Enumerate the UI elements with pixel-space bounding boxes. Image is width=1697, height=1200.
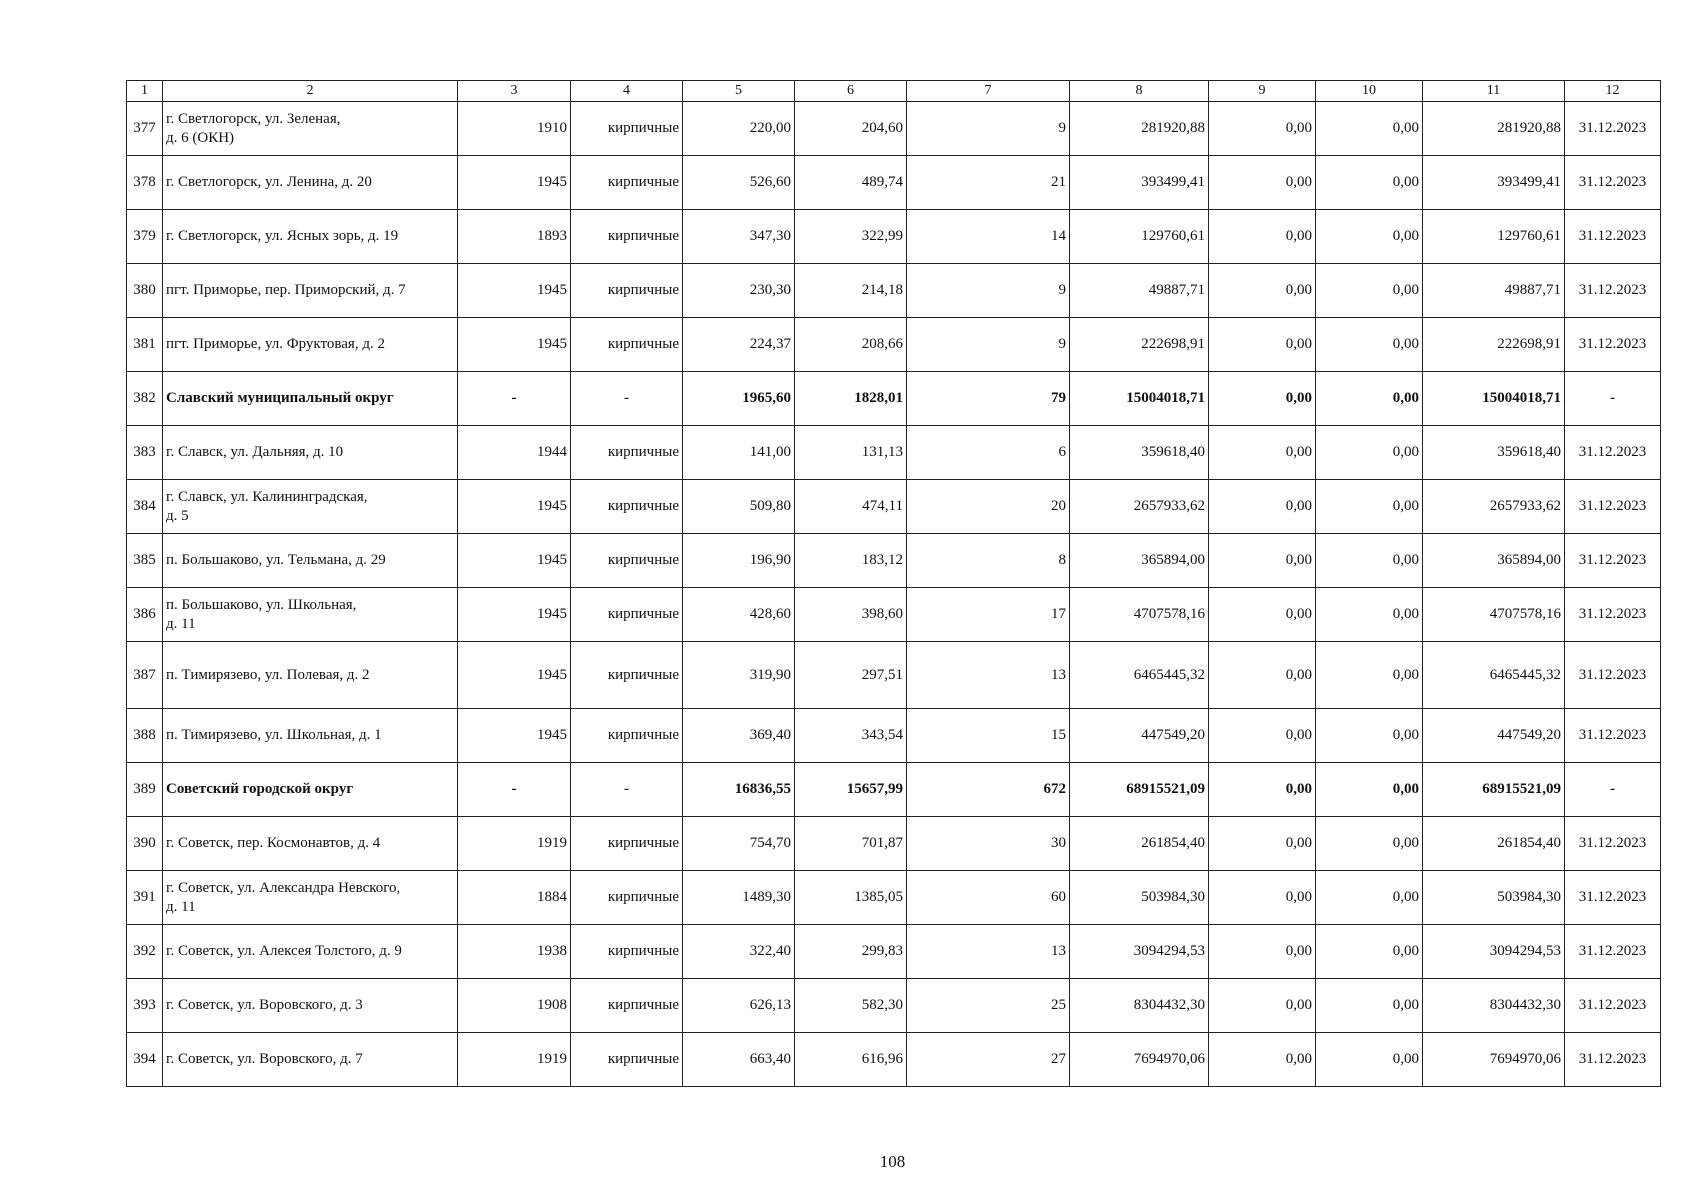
- row-number: 394: [127, 1033, 163, 1087]
- col9-cell: 0,00: [1209, 102, 1316, 156]
- address-cell: [163, 372, 458, 426]
- date-cell: 31.12.2023: [1565, 642, 1661, 709]
- row-number: 386: [127, 588, 163, 642]
- address-line: п. Тимирязево, ул. Полевая, д. 2: [166, 666, 370, 683]
- address-line: г. Советск, ул. Алексея Толстого, д. 9: [166, 943, 402, 959]
- column-header: 3: [458, 81, 571, 102]
- col10-cell: 0,00: [1316, 102, 1423, 156]
- col9-cell: 0,00: [1209, 480, 1316, 534]
- col5-cell: 663,40: [683, 1033, 795, 1087]
- col9-cell: 0,00: [1209, 318, 1316, 372]
- address-cell: [163, 925, 458, 979]
- col5-cell: 319,90: [683, 642, 795, 709]
- col8-cell: 222698,91: [1070, 318, 1209, 372]
- material-cell: кирпичные: [571, 156, 683, 210]
- column-header: 1: [127, 81, 163, 102]
- col11-cell: 68915521,09: [1423, 763, 1565, 817]
- col10-cell: 0,00: [1316, 642, 1423, 709]
- column-header: 11: [1423, 81, 1565, 102]
- column-header: 10: [1316, 81, 1423, 102]
- col6-cell: 297,51: [795, 642, 907, 709]
- address-cell: [163, 709, 458, 763]
- col7-cell: 15: [907, 709, 1070, 763]
- address-cell: [163, 534, 458, 588]
- col10-cell: 0,00: [1316, 156, 1423, 210]
- col11-cell: 365894,00: [1423, 534, 1565, 588]
- col6-cell: 343,54: [795, 709, 907, 763]
- row-number: 392: [127, 925, 163, 979]
- col6-cell: 616,96: [795, 1033, 907, 1087]
- col6-cell: 582,30: [795, 979, 907, 1033]
- col8-cell: 8304432,30: [1070, 979, 1209, 1033]
- row-number: 388: [127, 709, 163, 763]
- address-line: пгт. Приморье, пер. Приморский, д. 7: [166, 282, 406, 298]
- date-cell: 31.12.2023: [1565, 871, 1661, 925]
- address-line: п. Тимирязево, ул. Школьная, д. 1: [166, 727, 382, 743]
- col5-cell: 220,00: [683, 102, 795, 156]
- col8-cell: 281920,88: [1070, 102, 1209, 156]
- col5-cell: 1489,30: [683, 871, 795, 925]
- address-cell: [163, 642, 458, 709]
- col6-cell: 1828,01: [795, 372, 907, 426]
- col5-cell: 1965,60: [683, 372, 795, 426]
- col9-cell: 0,00: [1209, 709, 1316, 763]
- col6-cell: 214,18: [795, 264, 907, 318]
- col6-cell: 701,87: [795, 817, 907, 871]
- col9-cell: 0,00: [1209, 642, 1316, 709]
- address-line: г. Советск, ул. Воровского, д. 7: [166, 1051, 363, 1067]
- row-number: 383: [127, 426, 163, 480]
- col6-cell: 322,99: [795, 210, 907, 264]
- year-cell: 1908: [458, 979, 571, 1033]
- col7-cell: 27: [907, 1033, 1070, 1087]
- address-cell: [163, 588, 458, 642]
- col5-cell: 230,30: [683, 264, 795, 318]
- row-number: 385: [127, 534, 163, 588]
- address-line: д. 5: [166, 507, 189, 524]
- col10-cell: 0,00: [1316, 763, 1423, 817]
- col9-cell: 0,00: [1209, 426, 1316, 480]
- col11-cell: 393499,41: [1423, 156, 1565, 210]
- table-row: [127, 102, 1661, 156]
- col10-cell: 0,00: [1316, 588, 1423, 642]
- year-cell: -: [458, 372, 571, 426]
- address-cell: [163, 979, 458, 1033]
- table-row: [127, 817, 1661, 871]
- col8-cell: 15004018,71: [1070, 372, 1209, 426]
- date-cell: 31.12.2023: [1565, 480, 1661, 534]
- col9-cell: 0,00: [1209, 372, 1316, 426]
- column-header: 2: [163, 81, 458, 102]
- col8-cell: 393499,41: [1070, 156, 1209, 210]
- col6-cell: 183,12: [795, 534, 907, 588]
- material-cell: кирпичные: [571, 210, 683, 264]
- col5-cell: 509,80: [683, 480, 795, 534]
- year-cell: 1945: [458, 588, 571, 642]
- address-line: г. Советск, пер. Космонавтов, д. 4: [166, 835, 381, 851]
- row-number: 393: [127, 979, 163, 1033]
- col7-cell: 9: [907, 318, 1070, 372]
- date-cell: 31.12.2023: [1565, 264, 1661, 318]
- row-number: 379: [127, 210, 163, 264]
- col5-cell: 196,90: [683, 534, 795, 588]
- material-cell: кирпичные: [571, 709, 683, 763]
- col10-cell: 0,00: [1316, 372, 1423, 426]
- col8-cell: 6465445,32: [1070, 642, 1209, 709]
- material-cell: кирпичные: [571, 642, 683, 709]
- col8-cell: 261854,40: [1070, 817, 1209, 871]
- col5-cell: 224,37: [683, 318, 795, 372]
- col6-cell: 208,66: [795, 318, 907, 372]
- col9-cell: 0,00: [1209, 210, 1316, 264]
- col7-cell: 13: [907, 925, 1070, 979]
- col5-cell: 754,70: [683, 817, 795, 871]
- row-number: 391: [127, 871, 163, 925]
- col9-cell: 0,00: [1209, 588, 1316, 642]
- address-cell: [163, 264, 458, 318]
- col10-cell: 0,00: [1316, 534, 1423, 588]
- housing-register-table: [126, 80, 1661, 1087]
- col9-cell: 0,00: [1209, 534, 1316, 588]
- address-cell: [163, 426, 458, 480]
- date-cell: 31.12.2023: [1565, 1033, 1661, 1087]
- column-header: 4: [571, 81, 683, 102]
- col9-cell: 0,00: [1209, 871, 1316, 925]
- table-row: [127, 709, 1661, 763]
- row-number: 384: [127, 480, 163, 534]
- address-line: п. Большаково, ул. Школьная,: [166, 596, 357, 613]
- col10-cell: 0,00: [1316, 979, 1423, 1033]
- col11-cell: 261854,40: [1423, 817, 1565, 871]
- col9-cell: 0,00: [1209, 1033, 1316, 1087]
- page-number: 108: [879, 1152, 906, 1171]
- col5-cell: 369,40: [683, 709, 795, 763]
- table-row: [127, 480, 1661, 534]
- address-line: пгт. Приморье, ул. Фруктовая, д. 2: [166, 336, 385, 352]
- year-cell: 1945: [458, 534, 571, 588]
- year-cell: 1945: [458, 642, 571, 709]
- col11-cell: 503984,30: [1423, 871, 1565, 925]
- column-header-row: [127, 81, 1661, 102]
- col6-cell: 474,11: [795, 480, 907, 534]
- address-cell: [163, 480, 458, 534]
- material-cell: кирпичные: [571, 925, 683, 979]
- col11-cell: 222698,91: [1423, 318, 1565, 372]
- row-number: 387: [127, 642, 163, 709]
- table-row: [127, 426, 1661, 480]
- year-cell: 1945: [458, 264, 571, 318]
- year-cell: 1945: [458, 480, 571, 534]
- col8-cell: 447549,20: [1070, 709, 1209, 763]
- year-cell: 1884: [458, 871, 571, 925]
- year-cell: 1944: [458, 426, 571, 480]
- row-number: 377: [127, 102, 163, 156]
- col7-cell: 672: [907, 763, 1070, 817]
- table-row-subtotal: [127, 372, 1661, 426]
- date-cell: -: [1565, 372, 1661, 426]
- date-cell: 31.12.2023: [1565, 426, 1661, 480]
- table-row: [127, 979, 1661, 1033]
- material-cell: -: [571, 763, 683, 817]
- col7-cell: 30: [907, 817, 1070, 871]
- address-line: Славский муниципальный округ: [166, 390, 394, 406]
- col11-cell: 7694970,06: [1423, 1033, 1565, 1087]
- address-cell: [163, 1033, 458, 1087]
- col10-cell: 0,00: [1316, 871, 1423, 925]
- col7-cell: 9: [907, 102, 1070, 156]
- address-line: г. Светлогорск, ул. Зеленая,: [166, 110, 341, 127]
- col5-cell: 322,40: [683, 925, 795, 979]
- col8-cell: 3094294,53: [1070, 925, 1209, 979]
- col10-cell: 0,00: [1316, 709, 1423, 763]
- date-cell: 31.12.2023: [1565, 156, 1661, 210]
- col5-cell: 428,60: [683, 588, 795, 642]
- col7-cell: 60: [907, 871, 1070, 925]
- material-cell: кирпичные: [571, 979, 683, 1033]
- column-header: 7: [907, 81, 1070, 102]
- col8-cell: 503984,30: [1070, 871, 1209, 925]
- col11-cell: 2657933,62: [1423, 480, 1565, 534]
- year-cell: 1945: [458, 318, 571, 372]
- row-number: 380: [127, 264, 163, 318]
- material-cell: кирпичные: [571, 264, 683, 318]
- col7-cell: 25: [907, 979, 1070, 1033]
- col7-cell: 13: [907, 642, 1070, 709]
- column-header: 5: [683, 81, 795, 102]
- table-row: [127, 534, 1661, 588]
- col11-cell: 129760,61: [1423, 210, 1565, 264]
- date-cell: 31.12.2023: [1565, 210, 1661, 264]
- material-cell: кирпичные: [571, 318, 683, 372]
- table-row: [127, 871, 1661, 925]
- table-row: [127, 318, 1661, 372]
- col5-cell: 141,00: [683, 426, 795, 480]
- col11-cell: 3094294,53: [1423, 925, 1565, 979]
- col11-cell: 447549,20: [1423, 709, 1565, 763]
- column-header: 12: [1565, 81, 1661, 102]
- col7-cell: 8: [907, 534, 1070, 588]
- column-header: 9: [1209, 81, 1316, 102]
- table-row: [127, 264, 1661, 318]
- date-cell: 31.12.2023: [1565, 102, 1661, 156]
- col6-cell: 1385,05: [795, 871, 907, 925]
- col6-cell: 204,60: [795, 102, 907, 156]
- row-number: 378: [127, 156, 163, 210]
- table-row: [127, 925, 1661, 979]
- col5-cell: 526,60: [683, 156, 795, 210]
- col10-cell: 0,00: [1316, 426, 1423, 480]
- year-cell: 1945: [458, 156, 571, 210]
- year-cell: 1910: [458, 102, 571, 156]
- address-cell: [163, 210, 458, 264]
- address-cell: [163, 102, 458, 156]
- material-cell: кирпичные: [571, 102, 683, 156]
- col10-cell: 0,00: [1316, 264, 1423, 318]
- year-cell: 1893: [458, 210, 571, 264]
- year-cell: 1919: [458, 817, 571, 871]
- col10-cell: 0,00: [1316, 480, 1423, 534]
- col11-cell: 359618,40: [1423, 426, 1565, 480]
- table-row: [127, 1033, 1661, 1087]
- col5-cell: 16836,55: [683, 763, 795, 817]
- date-cell: 31.12.2023: [1565, 817, 1661, 871]
- date-cell: 31.12.2023: [1565, 534, 1661, 588]
- address-line: г. Советск, ул. Воровского, д. 3: [166, 997, 363, 1013]
- address-line: г. Светлогорск, ул. Ясных зорь, д. 19: [166, 228, 399, 244]
- row-number: 390: [127, 817, 163, 871]
- material-cell: кирпичные: [571, 534, 683, 588]
- col8-cell: 359618,40: [1070, 426, 1209, 480]
- col11-cell: 4707578,16: [1423, 588, 1565, 642]
- row-number: 381: [127, 318, 163, 372]
- address-cell: [163, 763, 458, 817]
- date-cell: 31.12.2023: [1565, 979, 1661, 1033]
- table-row: [127, 210, 1661, 264]
- col5-cell: 347,30: [683, 210, 795, 264]
- col8-cell: 49887,71: [1070, 264, 1209, 318]
- col8-cell: 2657933,62: [1070, 480, 1209, 534]
- material-cell: кирпичные: [571, 1033, 683, 1087]
- col9-cell: 0,00: [1209, 763, 1316, 817]
- address-cell: [163, 871, 458, 925]
- col9-cell: 0,00: [1209, 979, 1316, 1033]
- col8-cell: 365894,00: [1070, 534, 1209, 588]
- col8-cell: 7694970,06: [1070, 1033, 1209, 1087]
- material-cell: кирпичные: [571, 426, 683, 480]
- col9-cell: 0,00: [1209, 156, 1316, 210]
- material-cell: кирпичные: [571, 871, 683, 925]
- col7-cell: 14: [907, 210, 1070, 264]
- column-header: 8: [1070, 81, 1209, 102]
- col11-cell: 49887,71: [1423, 264, 1565, 318]
- col11-cell: 15004018,71: [1423, 372, 1565, 426]
- address-line: д. 11: [166, 898, 196, 915]
- material-cell: кирпичные: [571, 817, 683, 871]
- address-cell: [163, 318, 458, 372]
- col7-cell: 20: [907, 480, 1070, 534]
- col6-cell: 15657,99: [795, 763, 907, 817]
- address-line: г. Светлогорск, ул. Ленина, д. 20: [166, 174, 372, 190]
- col9-cell: 0,00: [1209, 817, 1316, 871]
- col6-cell: 131,13: [795, 426, 907, 480]
- address-line: Советский городской округ: [166, 781, 354, 797]
- col10-cell: 0,00: [1316, 817, 1423, 871]
- column-header: 6: [795, 81, 907, 102]
- address-cell: [163, 156, 458, 210]
- year-cell: 1919: [458, 1033, 571, 1087]
- table-row: [127, 156, 1661, 210]
- address-line: п. Большаково, ул. Тельмана, д. 29: [166, 552, 386, 568]
- year-cell: 1945: [458, 709, 571, 763]
- col11-cell: 6465445,32: [1423, 642, 1565, 709]
- col8-cell: 68915521,09: [1070, 763, 1209, 817]
- material-cell: кирпичные: [571, 480, 683, 534]
- year-cell: -: [458, 763, 571, 817]
- table-row-subtotal: [127, 763, 1661, 817]
- address-line: г. Советск, ул. Александра Невского,: [166, 879, 401, 896]
- col9-cell: 0,00: [1209, 264, 1316, 318]
- date-cell: 31.12.2023: [1565, 709, 1661, 763]
- address-line: г. Славск, ул. Дальняя, д. 10: [166, 444, 344, 460]
- date-cell: 31.12.2023: [1565, 925, 1661, 979]
- col5-cell: 626,13: [683, 979, 795, 1033]
- table-row: [127, 588, 1661, 642]
- col10-cell: 0,00: [1316, 210, 1423, 264]
- col9-cell: 0,00: [1209, 925, 1316, 979]
- col11-cell: 281920,88: [1423, 102, 1565, 156]
- col10-cell: 0,00: [1316, 1033, 1423, 1087]
- col10-cell: 0,00: [1316, 318, 1423, 372]
- date-cell: 31.12.2023: [1565, 318, 1661, 372]
- row-number: 382: [127, 372, 163, 426]
- col7-cell: 21: [907, 156, 1070, 210]
- address-cell: [163, 817, 458, 871]
- row-number: 389: [127, 763, 163, 817]
- table-body: [127, 102, 1661, 1087]
- col7-cell: 17: [907, 588, 1070, 642]
- col6-cell: 398,60: [795, 588, 907, 642]
- address-line: д. 11: [166, 615, 196, 632]
- year-cell: 1938: [458, 925, 571, 979]
- col7-cell: 6: [907, 426, 1070, 480]
- col11-cell: 8304432,30: [1423, 979, 1565, 1033]
- col10-cell: 0,00: [1316, 925, 1423, 979]
- date-cell: -: [1565, 763, 1661, 817]
- col7-cell: 79: [907, 372, 1070, 426]
- col7-cell: 9: [907, 264, 1070, 318]
- col6-cell: 299,83: [795, 925, 907, 979]
- table-row: [127, 642, 1661, 709]
- material-cell: кирпичные: [571, 588, 683, 642]
- address-line: д. 6 (ОКН): [166, 129, 235, 146]
- material-cell: -: [571, 372, 683, 426]
- col8-cell: 4707578,16: [1070, 588, 1209, 642]
- col6-cell: 489,74: [795, 156, 907, 210]
- col8-cell: 129760,61: [1070, 210, 1209, 264]
- address-line: г. Славск, ул. Калининградская,: [166, 488, 368, 505]
- date-cell: 31.12.2023: [1565, 588, 1661, 642]
